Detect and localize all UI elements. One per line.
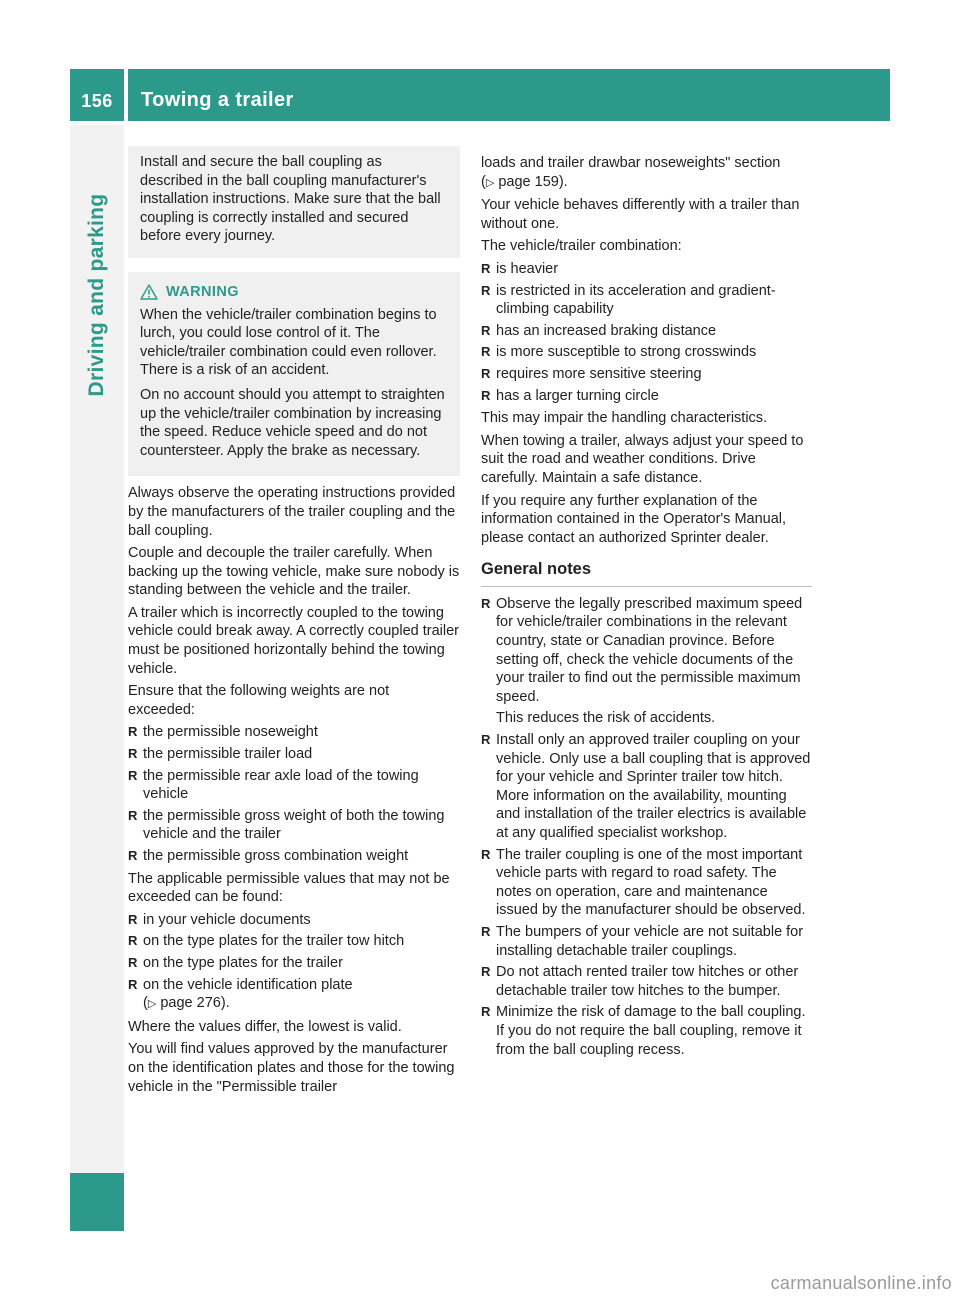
right-column [481, 154, 812, 1063]
paragraph: The vehicle/trailer combination: [481, 238, 682, 255]
section-side-label: Driving and parking [85, 193, 108, 397]
list-item: R has an increased braking distance [481, 322, 812, 341]
list-item: R is more susceptible to strong crosswinds [481, 343, 812, 362]
list-item: R the permissible rear axle load of the towing vehicle [128, 767, 460, 804]
list-item [481, 595, 812, 728]
paragraph: If you require any further explanation of the information contained in the Operator's Manual, please contact an authorized Sprinter dealer. [481, 492, 787, 546]
paragraph: When towing a trailer, always adjust your speed to suit the road and weather conditions. Drive carefully. Maintain a safe distance. [481, 432, 804, 486]
page-number-box [70, 69, 124, 121]
list-item: R on the type plates for the trailer tow hitch [128, 932, 460, 951]
continuation-text: loads and trailer drawbar noseweights" section [481, 155, 781, 171]
paragraph: Where the values differ, the lowest is valid. [128, 1018, 402, 1035]
values-list [128, 911, 460, 1014]
page-reference[interactable] [481, 174, 568, 190]
combination-list [481, 260, 812, 405]
weights-list [128, 723, 460, 865]
paragraph: The applicable permissible values that may not be exceeded can be found: [128, 870, 450, 906]
list-item: R The bumpers of your vehicle are not suitable for installing detachable trailer couplings. [481, 923, 812, 960]
paragraph: You will find values approved by the manufacturer on the identification plates and those for the towing vehicle in the "Permissible trailer [128, 1041, 455, 1095]
list-item: R has a larger turning circle [481, 387, 812, 406]
warning-triangle-icon [140, 284, 158, 300]
list-item: R Install only an approved trailer coupling on your vehicle. Only use a ball coupling that is approved for your vehicle and Sprinter trailer tow hitch. More information on the availability, mounting and installation of the trailer electrics is available at any qualified specialist workshop. [481, 731, 812, 843]
list-item: R the permissible noseweight [128, 723, 460, 742]
list-item: R is heavier [481, 260, 812, 279]
watermark: carmanualsonline.info [770, 1273, 952, 1293]
paragraph: Couple and decouple the trailer carefully. When backing up the towing vehicle, make sure nobody is standing between the vehicle and the trailer. [128, 545, 460, 599]
paragraph: A trailer which is incorrectly coupled to the towing vehicle could break away. A correctly coupled trailer must be positioned horizontally behind the towing vehicle. [128, 604, 459, 677]
list-item-text: R Observe the legally prescribed maximum speed for vehicle/trailer combinations in the relevant country, state or Canadian province. Before setting off, check the vehicle documents of the your trailer to find out the permissible maximum speed. [496, 595, 803, 705]
list-item: R the permissible gross weight of both the towing vehicle and the trailer [128, 807, 460, 844]
page-reference[interactable] [143, 995, 230, 1011]
warning-title: WARNING [166, 283, 239, 300]
section-side-tab [80, 195, 114, 395]
reference-page: page 159). [494, 173, 568, 190]
warning-box [128, 272, 460, 476]
list-item: R The trailer coupling is one of the most important vehicle parts with regard to road safety. The notes on operation, care and maintenance issued by the manufacturer should be observed. [481, 846, 812, 920]
list-item: R requires more sensitive steering [481, 365, 812, 384]
paragraph: Always observe the operating instructions provided by the manufacturers of the trailer coupling and the ball coupling. [128, 485, 456, 539]
page-number: 156 [81, 91, 113, 111]
paragraph: Ensure that the following weights are not exceeded: [128, 683, 390, 718]
warning-heading [140, 283, 448, 302]
reference-arrow-icon: ▷ [485, 176, 495, 189]
list-item: R is restricted in its acceleration and gradient-climbing capability [481, 282, 812, 319]
list-item: R the permissible trailer load [128, 745, 460, 764]
reference-arrow-icon: ▷ [147, 998, 157, 1011]
paragraph [481, 154, 812, 192]
header-bar [128, 69, 890, 121]
side-marker [70, 1173, 124, 1231]
reference-open: ( [481, 173, 486, 190]
left-column [128, 146, 460, 1100]
list-item-extra: This reduces the risk of accidents. [496, 710, 716, 727]
section-heading: General notes [481, 560, 812, 587]
list-item: R the permissible gross combination weight [128, 847, 460, 866]
info-box-text: Install and secure the ball coupling as described in the ball coupling manufacturer's installation instructions. Make sure that the ball coupling is correctly installed and secured before every journey. [140, 154, 441, 245]
left-body [128, 484, 460, 1096]
list-item: R in your vehicle documents [128, 911, 460, 930]
warning-paragraph: When the vehicle/trailer combination begins to lurch, you could lose control of it. The vehicle/trailer combination could even rollover. There is a risk of an accident. [140, 306, 437, 379]
general-notes-list [481, 595, 812, 1059]
list-item: R on the type plates for the trailer [128, 954, 460, 973]
reference-open: ( [143, 995, 148, 1012]
list-item-text: on the vehicle identification plate [143, 976, 353, 993]
reference-page: page 276). [156, 995, 230, 1012]
warning-paragraph: On no account should you attempt to straighten up the vehicle/trailer combination by increasing the speed. Reduce vehicle speed and do not countersteer. Apply the brake as necessary. [140, 386, 445, 459]
list-item: R Do not attach rented trailer tow hitches or other detachable trailer tow hitches to the bumper. [481, 963, 812, 1000]
list-item [128, 976, 460, 1014]
page-title: Towing a trailer [141, 89, 294, 111]
paragraph: This may impair the handling characteristics. [481, 410, 768, 427]
list-item: R Minimize the risk of damage to the ball coupling. If you do not require the ball coupling, remove it from the ball coupling recess. [481, 1003, 812, 1059]
paragraph: Your vehicle behaves differently with a trailer than without one. [481, 197, 800, 232]
info-box [128, 146, 460, 258]
